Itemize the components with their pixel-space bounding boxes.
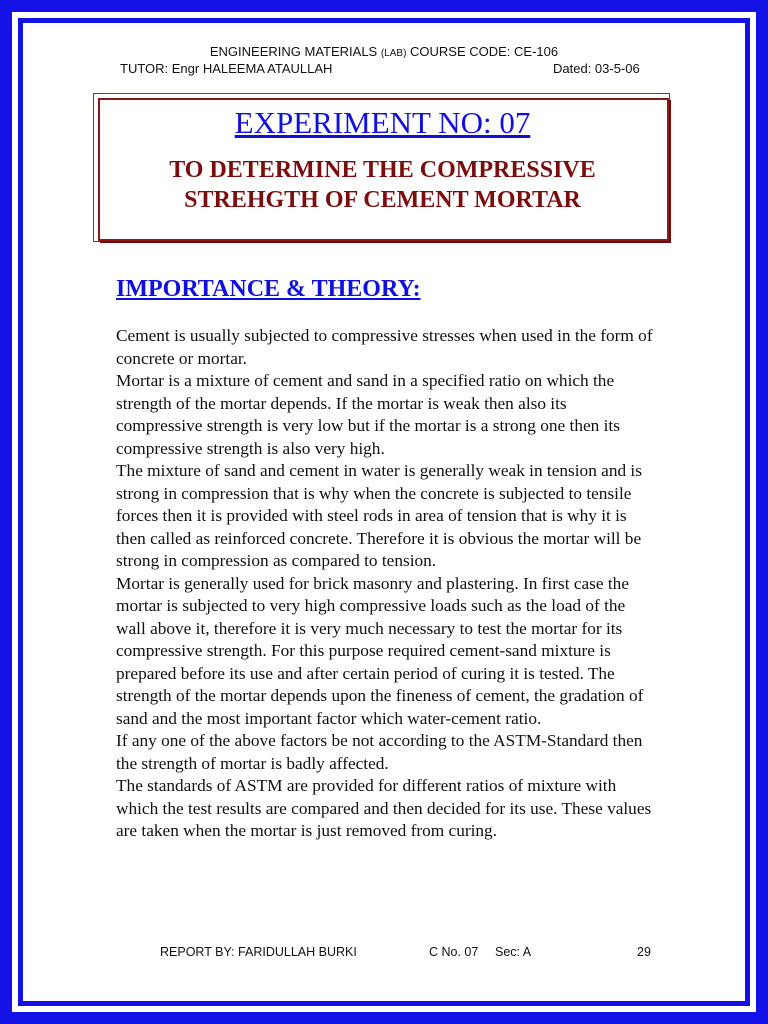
section-heading: IMPORTANCE & THEORY: (116, 276, 421, 302)
paragraph: Cement is usually subjected to compressive stresses when used in the form of concrete or mortar. (116, 326, 653, 368)
subtitle-line-2: STREHGTH OF CEMENT MORTAR (184, 187, 581, 213)
paragraph: The mixture of sand and cement in water is generally weak in tension and is strong in compression that is why when the concrete is subjected to tensile forces then it is provided with steel rods in area of tension that is why it is then called as reinforced concrete. Therefore it is obvious the mortar will be strong in compression as compared to tension. (116, 461, 642, 570)
paragraph: Mortar is generally used for brick masonry and plastering. In first case the mortar is subjected to very high compressive loads such as the load of the wall above it, therefore it is very much necessary to test the mortar for its compressive strength. For this purpose required cement-sand mixture is prepared before its use and after certain period of curing it is tested. The strength of the mortar depends upon the fineness of cement, the gradation of sand and the most important factor which water-cement ratio. (116, 573, 644, 728)
date: Dated: 03-5-06 (553, 61, 640, 76)
course-code: COURSE CODE: CE-106 (406, 44, 559, 59)
subtitle-line-1: TO DETERMINE THE COMPRESSIVE (169, 157, 596, 183)
course-lab: (LAB) (380, 48, 407, 59)
paragraph: Mortar is a mixture of cement and sand in a specified ratio on which the strength of the mortar depends. If the mortar is weak then also its compressive strength is very low but if the mortar is a strong one then its compressive strength is also very high. (116, 371, 620, 458)
course-prefix: ENGINEERING MATERIALS (209, 44, 381, 59)
section-label: Sec: A (495, 945, 532, 959)
course-header (23, 44, 745, 62)
class-number: C No. 07 (429, 945, 479, 959)
paragraph: If any one of the above factors be not according to the ASTM-Standard then the strength of mortar is badly affected. (116, 731, 643, 773)
experiment-subtitle (98, 155, 667, 215)
page-number: 29 (637, 945, 651, 959)
experiment-title: EXPERIMENT NO: 07 (234, 105, 531, 140)
paragraph: The standards of ASTM are provided for different ratios of mixture with which the test results are compared and then decided for its use. These values are taken when the mortar is just removed from curing. (116, 776, 652, 840)
report-by: REPORT BY: FARIDULLAH BURKI (160, 945, 357, 959)
theory-body (116, 325, 656, 843)
tutor-name: TUTOR: Engr HALEEMA ATAULLAH (120, 61, 333, 76)
document-page (23, 23, 745, 1001)
